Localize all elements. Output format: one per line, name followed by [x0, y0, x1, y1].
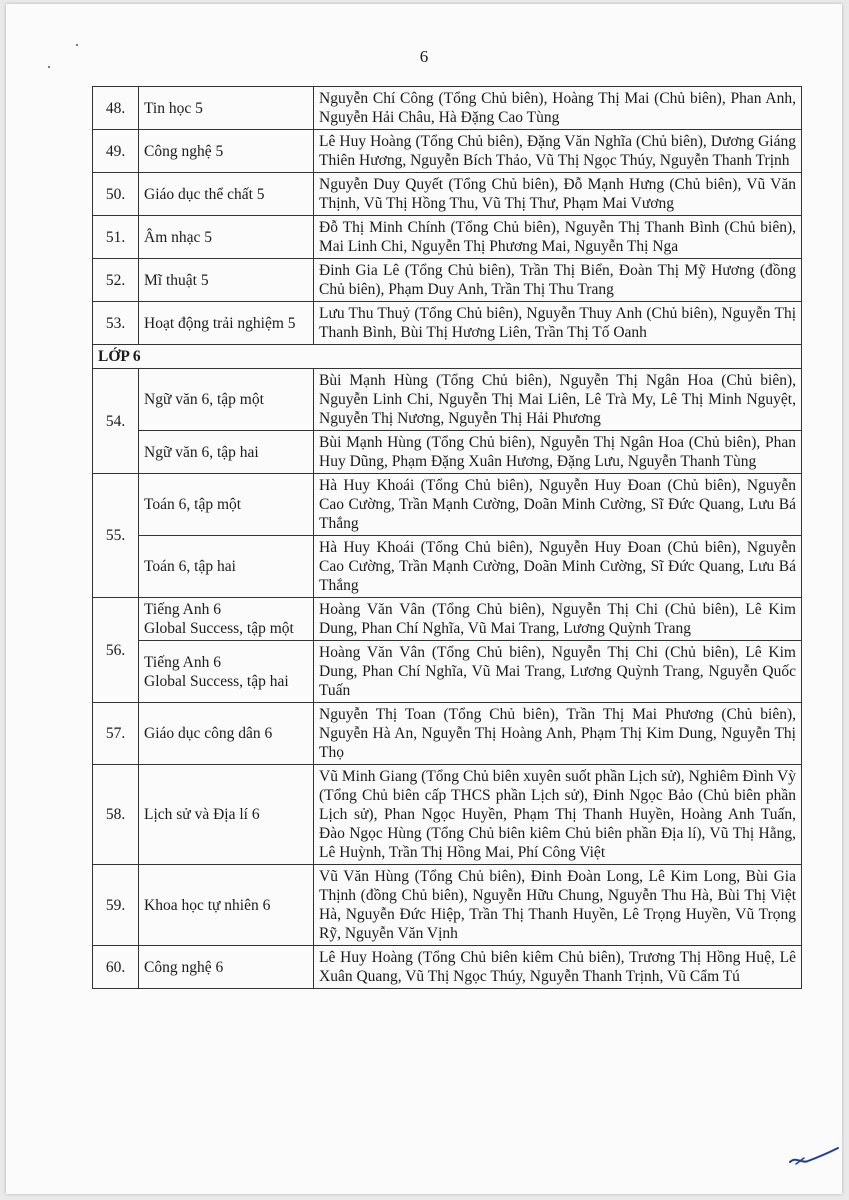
- book-title-cell: [139, 765, 314, 865]
- table-row: [93, 765, 802, 865]
- authors-cell: Bùi Mạnh Hùng (Tổng Chủ biên), Nguyễn Thị Ngân Hoa (Chủ biên), Phan Huy Dũng, Phạm Đặng Xuân Hương, Đặng Lưu, Nguyễn Thanh Tùng: [314, 431, 802, 474]
- table-row: [93, 259, 802, 302]
- book-title: Tin học 5: [144, 99, 203, 117]
- book-title-cell: [139, 536, 314, 598]
- book-title-cell: [139, 173, 314, 216]
- book-title-cell: [139, 703, 314, 765]
- row-number: 53.: [93, 302, 139, 345]
- page-number: 6: [419, 47, 429, 66]
- authors-cell: Nguyễn Thị Toan (Tổng Chủ biên), Trần Thị Mai Phương (Chủ biên), Nguyễn Hà An, Nguyễn Thị Hoàng Anh, Phạm Thị Kim Dung, Nguyễn Thị Thọ: [314, 703, 802, 765]
- book-title: Công nghệ 5: [144, 142, 224, 160]
- authors-cell: Lưu Thu Thuỷ (Tổng Chủ biên), Nguyễn Thuy Anh (Chủ biên), Nguyễn Thị Thanh Bình, Bùi Thị Hương Liên, Trần Thị Tố Oanh: [314, 302, 802, 345]
- table-row: [93, 302, 802, 345]
- row-number: 51.: [93, 216, 139, 259]
- book-title: Khoa học tự nhiên 6: [144, 896, 271, 914]
- book-title-cell: [139, 130, 314, 173]
- book-title-cell: [139, 431, 314, 474]
- authors-cell: Đinh Gia Lê (Tổng Chủ biên), Trần Thị Biển, Đoàn Thị Mỹ Hương (đồng Chủ biên), Phạm Duy Anh, Trần Thị Thu Trang: [314, 259, 802, 302]
- book-title: Tiếng Anh 6: [144, 601, 221, 618]
- table-row: [93, 130, 802, 173]
- row-number: 52.: [93, 259, 139, 302]
- row-number: 49.: [93, 130, 139, 173]
- authors-cell: Hoàng Văn Vân (Tổng Chủ biên), Nguyễn Thị Chi (Chủ biên), Lê Kim Dung, Phan Chí Nghĩa, Vũ Mai Trang, Lương Quỳnh Trang, Nguyễn Quốc Tuấn: [314, 641, 802, 703]
- row-number: 55.: [93, 474, 139, 598]
- authors-cell: Nguyễn Chí Công (Tổng Chủ biên), Hoàng Thị Mai (Chủ biên), Phan Anh, Nguyễn Hải Châu, Hà Đặng Cao Tùng: [314, 87, 802, 130]
- document-page: [6, 4, 842, 1194]
- table-row: [93, 474, 802, 536]
- table-row: [93, 369, 802, 431]
- book-title-cell: [139, 865, 314, 946]
- table-row: [93, 87, 802, 130]
- book-subtitle: Global Success, tập một: [144, 620, 294, 637]
- row-number: 50.: [93, 173, 139, 216]
- book-title-cell: [139, 641, 314, 703]
- authors-cell: Bùi Mạnh Hùng (Tổng Chủ biên), Nguyễn Thị Ngân Hoa (Chủ biên), Nguyễn Linh Chi, Nguyễn Thị Mai Liên, Lê Trà My, Lê Thị Minh Nguyệt, Nguyễn Thị Nương, Nguyễn Thị Hải Phương: [314, 369, 802, 431]
- table-row: [93, 598, 802, 641]
- book-title: Ngữ văn 6, tập một: [144, 391, 264, 408]
- authors-cell: Lê Huy Hoàng (Tổng Chủ biên kiêm Chủ biên), Trương Thị Hồng Huệ, Lê Xuân Quang, Vũ Thị Ngọc Thúy, Nguyễn Thanh Trịnh, Vũ Cẩm Tú: [314, 946, 802, 989]
- book-title-cell: [139, 474, 314, 536]
- book-title: Âm nhạc 5: [144, 228, 213, 246]
- row-number: 57.: [93, 703, 139, 765]
- book-title: Giáo dục công dân 6: [144, 725, 273, 742]
- book-title: Tiếng Anh 6: [144, 653, 221, 671]
- row-number: 48.: [93, 87, 139, 130]
- authors-cell: Hà Huy Khoái (Tổng Chủ biên), Nguyễn Huy Đoan (Chủ biên), Nguyễn Cao Cường, Trần Mạnh Cường, Doãn Minh Cường, Sĩ Đức Quang, Lưu Bá Thắng: [314, 536, 802, 598]
- table-row: [93, 641, 802, 703]
- book-title: Toán 6, tập một: [144, 496, 242, 513]
- section-heading: LỚP 6: [93, 345, 802, 369]
- scan-speck: [76, 44, 78, 46]
- book-title: Hoạt động trải nghiệm 5: [144, 314, 296, 332]
- book-title-cell: [139, 946, 314, 989]
- authors-cell: Hà Huy Khoái (Tổng Chủ biên), Nguyễn Huy Đoan (Chủ biên), Nguyễn Cao Cường, Trần Mạnh Cường, Doãn Minh Cường, Sĩ Đức Quang, Lưu Bá Thắng: [314, 474, 802, 536]
- book-subtitle: Global Success, tập hai: [144, 672, 289, 690]
- authors-cell: Nguyễn Duy Quyết (Tổng Chủ biên), Đỗ Mạnh Hưng (Chủ biên), Vũ Văn Thịnh, Vũ Thị Hồng Thu, Vũ Thị Thư, Phạm Mai Vương: [314, 173, 802, 216]
- book-title-cell: [139, 87, 314, 130]
- table-row: [93, 173, 802, 216]
- row-number: 54.: [93, 369, 139, 474]
- table-row: [93, 703, 802, 765]
- textbook-table: [92, 86, 802, 989]
- book-title-cell: [139, 369, 314, 431]
- book-title: Toán 6, tập hai: [144, 558, 236, 575]
- authors-cell: Hoàng Văn Vân (Tổng Chủ biên), Nguyễn Thị Chi (Chủ biên), Lê Kim Dung, Phan Chí Nghĩa, Vũ Mai Trang, Lương Quỳnh Trang: [314, 598, 802, 641]
- signature-mark: [782, 1134, 842, 1169]
- row-number: 59.: [93, 865, 139, 946]
- book-title: Công nghệ 6: [144, 958, 224, 976]
- authors-cell: Vũ Minh Giang (Tổng Chủ biên xuyên suốt phần Lịch sử), Nghiêm Đình Vỳ (Tổng Chủ biên cấp THCS phần Lịch sử), Đinh Ngọc Bảo (Chủ biên phần Lịch sử), Phan Ngọc Huyền, Phạm Thị Thanh Huyền, Hoàng Anh Tuấn, Đào Ngọc Hùng (Tổng Chủ biên kiêm Chủ biên phần Địa lí), Vũ Thị Hằng, Lê Huỳnh, Trần Thị Hồng Mai, Phí Công Việt: [314, 765, 802, 865]
- row-number: 60.: [93, 946, 139, 989]
- row-number: 56.: [93, 598, 139, 703]
- authors-cell: Lê Huy Hoàng (Tổng Chủ biên), Đặng Văn Nghĩa (Chủ biên), Dương Giáng Thiên Hương, Nguyễn Bích Thảo, Vũ Thị Ngọc Thúy, Nguyễn Thanh Trịnh: [314, 130, 802, 173]
- book-title: Mĩ thuật 5: [144, 271, 209, 289]
- table-row: [93, 216, 802, 259]
- book-title-cell: [139, 598, 314, 641]
- table-row: [93, 946, 802, 989]
- row-number: 58.: [93, 765, 139, 865]
- book-title-cell: [139, 302, 314, 345]
- book-title-cell: [139, 216, 314, 259]
- table-row: [93, 865, 802, 946]
- book-title: Giáo dục thể chất 5: [144, 185, 265, 203]
- book-title: Lịch sử và Địa lí 6: [144, 806, 260, 823]
- book-title-cell: [139, 259, 314, 302]
- authors-cell: Vũ Văn Hùng (Tổng Chủ biên), Đinh Đoàn Long, Lê Kim Long, Bùi Gia Thịnh (đồng Chủ biên), Nguyễn Hữu Chung, Nguyễn Thu Hà, Bùi Thị Việt Hà, Nguyễn Đức Hiệp, Trần Thị Thanh Huyền, Lê Trọng Huyền, Vũ Trọng Rỹ, Nguyễn Văn Vịnh: [314, 865, 802, 946]
- section-row: [93, 345, 802, 369]
- book-title: Ngữ văn 6, tập hai: [144, 443, 259, 461]
- table-row: [93, 431, 802, 474]
- table-row: [93, 536, 802, 598]
- authors-cell: Đỗ Thị Minh Chính (Tổng Chủ biên), Nguyễn Thị Thanh Bình (Chủ biên), Mai Linh Chi, Nguyễn Thị Phương Mai, Nguyễn Thị Nga: [314, 216, 802, 259]
